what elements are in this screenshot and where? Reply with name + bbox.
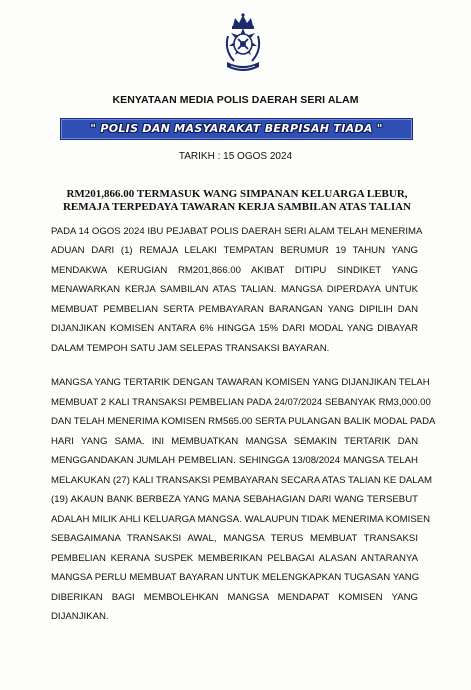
- police-crest-icon: [219, 12, 267, 78]
- paragraph-line: ADALAH MILIK AHLI KELUARGA MANGSA. WALAUPUN TIDAK MENERIMA KOMISEN: [51, 514, 431, 525]
- subject-line-1: RM201,866.00 TERMASUK WANG SIMPANAN KELUARGA LEBUR,: [66, 188, 408, 200]
- paragraph-line: DIJANJIKAN.: [51, 611, 109, 622]
- paragraph-line: MENGGANDAKAN JUMLAH PEMBELIAN. SEHINGGA 13/08/2024 MANGSA TELAH: [51, 455, 418, 466]
- document-title: KENYATAAN MEDIA POLIS DAERAH SERI ALAM: [112, 94, 359, 106]
- paragraph-line: DAN TELAH MENERIMA KOMISEN RM565.00 SERTA PULANGAN BALIK MODAL PADA: [51, 416, 436, 427]
- paragraph-line: MELAKUKAN (27) KALI TRANSAKSI PEMBAYARAN SECARA ATAS TALIAN KE DALAM: [51, 475, 433, 486]
- paragraph-line: HARI YANG SAMA. INI MEMBUATKAN MANGSA SEMAKIN TERTARIK DAN: [51, 436, 418, 447]
- motto-banner: [60, 118, 413, 140]
- paragraph-line: MENDAKWA KERUGIAN RM201,866.00 AKIBAT DITIPU SINDIKET YANG: [51, 265, 418, 276]
- paragraph-line: SEBAGAIMANA TRANSAKSI AWAL, MANGSA TERUS MEMBUAT TRANSAKSI: [51, 533, 418, 544]
- paragraph-line: DALAM TEMPOH SATU JAM SELEPAS TRANSAKSI BAYARAN.: [51, 343, 330, 354]
- paragraph-line: PEMBELIAN KERANA SUSPEK MEMBERIKAN PELBAGAI ALASAN ANTARANYA: [51, 553, 418, 564]
- subject-line-2: REMAJA TERPEDAYA TAWARAN KERJA SAMBILAN ATAS TALIAN: [62, 201, 411, 213]
- paragraph-line: PADA 14 OGOS 2024 IBU PEJABAT POLIS DAERAH SERI ALAM TELAH MENERIMA: [51, 226, 423, 237]
- motto-text: " POLIS DAN MASYARAKAT BERPISAH TIADA ": [90, 122, 383, 135]
- paragraph-line: DIBERIKAN BAGI MEMBOLEHKAN MANGSA MENDAPAT KOMISEN YANG: [51, 592, 418, 603]
- paragraph-line: (19) AKAUN BANK BERBEZA YANG MANA SEBAHAGIAN DARI WANG TERSEBUT: [51, 494, 418, 505]
- paragraph-line: MANGSA YANG TERTARIK DENGAN TAWARAN KOMISEN YANG DIJANJIKAN TELAH: [51, 377, 430, 388]
- paragraph-line: MANGSA PERLU MEMBUAT BAYARAN UNTUK MELENGKAPKAN TUGASAN YANG: [51, 572, 420, 583]
- paragraph-line: MEMBUAT 2 KALI TRANSAKSI PEMBELIAN PADA 24/07/2024 SEBANYAK RM3,000.00: [51, 397, 431, 408]
- paragraph-line: ADUAN DARI (1) REMAJA LELAKI TEMPATAN BERUMUR 19 TAHUN YANG: [51, 245, 418, 256]
- paragraph-line: DIJANJIKAN KOMISEN ANTARA 6% HINGGA 15% DARI MODAL YANG DIBAYAR: [51, 323, 418, 334]
- paragraph-line: MENAWARKAN KERJA SAMBILAN ATAS TALIAN. MANGSA DIPERDAYA UNTUK: [51, 284, 418, 295]
- paragraph-line: MEMBUAT PEMBELIAN SERTA PEMBAYARAN BARANGAN YANG DIPILIH DAN: [51, 304, 418, 315]
- release-date: TARIKH : 15 OGOS 2024: [178, 151, 293, 162]
